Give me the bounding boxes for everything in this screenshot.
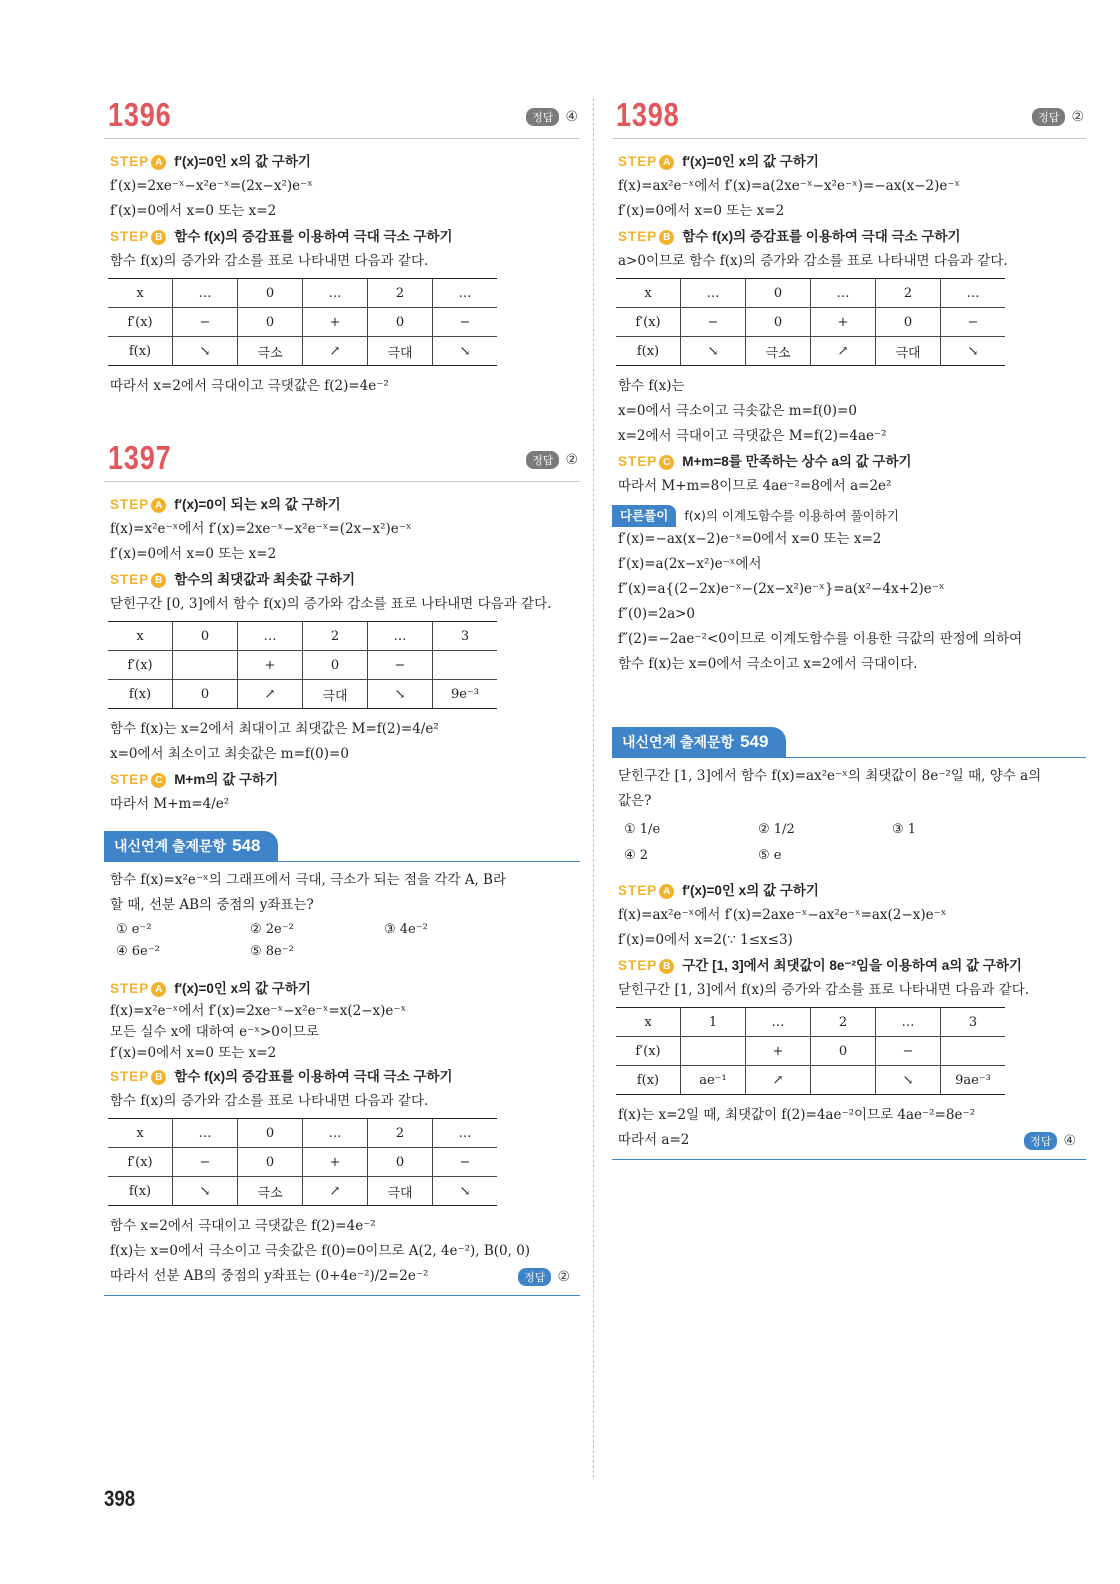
text-line: f(x)=x²e⁻ˣ에서 f′(x)=2xe⁻ˣ−x²e⁻ˣ=x(2−x)e⁻ˣ [110, 1003, 407, 1019]
problem-1398 [612, 92, 1086, 677]
connection-header [104, 831, 580, 862]
table-cell: ↗ [811, 337, 876, 366]
table-cell: f(x) [616, 337, 681, 366]
table-cell: 0 [238, 308, 303, 337]
table-cell: … [746, 1008, 811, 1037]
table-cell: 3 [433, 622, 498, 651]
table-cell: 극대 [876, 337, 941, 366]
table-cell: + [303, 1148, 368, 1177]
table-cell: … [303, 1119, 368, 1148]
text-line: f′(x)=0에서 x=0 또는 x=2 [110, 546, 277, 562]
table-cell: 0 [238, 279, 303, 308]
table-cell: 0 [238, 1148, 303, 1177]
step-tag: STEP [618, 958, 658, 973]
table-cell: + [746, 1037, 811, 1066]
text-line: 함수 f(x)는 x=2에서 최대이고 최댓값은 M=f(2)=4/e² [110, 721, 439, 737]
table-cell: − [433, 308, 498, 337]
table-cell: 극소 [238, 1177, 303, 1206]
step-tag: STEP [110, 572, 150, 587]
step-title: 구간 [1, 3]에서 최댓값이 8e⁻²임을 이용하여 a의 값 구하기 [682, 958, 1022, 973]
table-cell: f′(x) [108, 308, 173, 337]
connection-number: 549 [740, 732, 769, 751]
table-cell: f′(x) [108, 651, 173, 680]
text-line: f′(x)=0에서 x=0 또는 x=2 [110, 203, 277, 219]
table-cell: x [108, 622, 173, 651]
step-title: 함수 f(x)의 증감표를 이용하여 극대 극소 구하기 [174, 1069, 453, 1084]
table-cell: 0 [368, 308, 433, 337]
table-cell: 극대 [303, 680, 368, 709]
choice-4[interactable]: ④ 2 [624, 848, 649, 863]
text-line: 따라서 M+m=8이므로 4ae⁻²=8에서 a=2e² [618, 478, 892, 494]
answer-badge [1032, 108, 1084, 126]
problem-number: 1398 [616, 96, 680, 133]
choice-3[interactable]: ③ 4e⁻² [384, 922, 428, 937]
step-b [612, 953, 1086, 978]
table-cell: 0 [746, 279, 811, 308]
table-cell: ↘ [368, 680, 433, 709]
table-cell: 0 [876, 308, 941, 337]
step-title: f′(x)=0이 되는 x의 값 구하기 [174, 497, 341, 512]
step-c [612, 449, 1086, 474]
table-cell: 3 [941, 1008, 1006, 1037]
table-cell: … [811, 279, 876, 308]
table-cell: ↗ [303, 337, 368, 366]
text-line: 함수 x=2에서 극대이고 극댓값은 f(2)=4e⁻² [110, 1218, 376, 1234]
problem-header [104, 92, 580, 139]
table-cell: f(x) [108, 337, 173, 366]
question-line: 할 때, 선분 AB의 중점의 y좌표는? [110, 897, 314, 913]
connection-problem-548 [104, 831, 580, 1296]
answer-mark: ④ [565, 109, 578, 125]
answer-badge [526, 451, 578, 469]
table-cell: ↘ [941, 337, 1006, 366]
step-tag: STEP [110, 154, 150, 169]
table-cell: − [368, 651, 433, 680]
answer-label: 정답 [526, 451, 559, 469]
question-line: 값은? [618, 793, 652, 809]
answer-label: 정답 [526, 108, 559, 126]
answer-mark: ② [557, 1269, 570, 1285]
alternative-label: 다른풀이 [612, 505, 676, 527]
table-cell: 0 [811, 1037, 876, 1066]
table-cell: x [616, 279, 681, 308]
table-cell: … [368, 622, 433, 651]
choice-2[interactable]: ② 1/2 [758, 822, 795, 837]
table-cell: ↗ [303, 1177, 368, 1206]
step-letter: A [151, 155, 166, 170]
text-line: f(x)=ax²e⁻ˣ에서 f′(x)=2axe⁻ˣ−ax²e⁻ˣ=ax(2−x)e⁻ˣ [618, 907, 947, 923]
choice-2[interactable]: ② 2e⁻² [250, 922, 294, 937]
table-cell: ↘ [876, 1066, 941, 1095]
answer-choices [116, 922, 580, 970]
answer-mark: ④ [1063, 1133, 1076, 1149]
text-line: 모든 실수 x에 대하여 e⁻ˣ>0이므로 [110, 1024, 319, 1040]
question-line: 함수 f(x)=x²e⁻ˣ의 그래프에서 극대, 극소가 되는 점을 각각 A, B라 [110, 872, 507, 888]
text-line: 함수 f(x)의 증가와 감소를 표로 나타내면 다음과 같다. [110, 1093, 429, 1109]
step-b [104, 1064, 580, 1089]
text-line: f′(x)=0에서 x=0 또는 x=2 [618, 203, 785, 219]
page-number: 398 [104, 1486, 136, 1511]
text-line: x=0에서 극소이고 극솟값은 m=f(0)=0 [618, 403, 857, 419]
connection-label-text: 내신연계 출제문항 [114, 838, 227, 854]
table-cell: 0 [173, 680, 238, 709]
text-line: 따라서 M+m=4/e² [110, 796, 230, 812]
step-tag: STEP [618, 883, 658, 898]
step-tag: STEP [110, 981, 150, 996]
text-line: f′(x)=2xe⁻ˣ−x²e⁻ˣ=(2x−x²)e⁻ˣ [110, 178, 313, 194]
table-cell: 0 [746, 308, 811, 337]
table-cell: ↘ [681, 337, 746, 366]
table-cell: … [173, 1119, 238, 1148]
table-cell: 0 [368, 1148, 433, 1177]
text-line: 닫힌구간 [1, 3]에서 f(x)의 증가와 감소를 표로 나타내면 다음과 같다. [618, 982, 1030, 998]
table-cell: + [811, 308, 876, 337]
choice-1[interactable]: ① e⁻² [116, 922, 152, 937]
table-cell [941, 1037, 1006, 1066]
text-line: f″(2)=−2ae⁻²<0이므로 이계도함수를 이용한 극값의 판정에 의하여 [618, 631, 1023, 647]
table-cell: 2 [303, 622, 368, 651]
step-tag: STEP [110, 772, 150, 787]
problem-1396 [104, 92, 580, 399]
section-end-rule [612, 1159, 1086, 1160]
table-cell: ↘ [433, 1177, 498, 1206]
choice-1[interactable]: ① 1/e [624, 822, 661, 837]
table-cell: x [616, 1008, 681, 1037]
right-column [612, 92, 1086, 1160]
left-column [104, 92, 580, 1296]
text-line: 함수 f(x)의 증가와 감소를 표로 나타내면 다음과 같다. [110, 253, 429, 269]
variation-table [616, 278, 1005, 366]
text-line: f′(x)=0에서 x=2(∵ 1≤x≤3) [618, 932, 793, 948]
table-cell: … [238, 622, 303, 651]
step-a [104, 149, 580, 174]
text-line: f(x)=x²e⁻ˣ에서 f′(x)=2xe⁻ˣ−x²e⁻ˣ=(2x−x²)e⁻ˣ [110, 521, 412, 537]
step-letter: B [659, 959, 674, 974]
table-cell: f(x) [108, 680, 173, 709]
connection-label-text: 내신연계 출제문항 [622, 734, 735, 750]
table-cell [173, 651, 238, 680]
table-cell: … [941, 279, 1006, 308]
answer-badge [1024, 1132, 1076, 1150]
table-cell: ↗ [746, 1066, 811, 1095]
connection-label [612, 727, 786, 757]
table-cell: … [433, 279, 498, 308]
text-line: f(x)는 x=2일 때, 최댓값이 f(2)=4ae⁻²이므로 4ae⁻²=8e⁻² [618, 1107, 976, 1123]
text-line: 따라서 a=2 [618, 1132, 690, 1148]
table-cell: 0 [238, 1119, 303, 1148]
answer-label: 정답 [518, 1268, 551, 1286]
step-tag: STEP [110, 229, 150, 244]
answer-label: 정답 [1032, 108, 1065, 126]
table-cell: 극소 [746, 337, 811, 366]
table-cell: − [433, 1148, 498, 1177]
step-c [104, 767, 580, 792]
answer-label: 정답 [1024, 1132, 1057, 1150]
table-cell: f(x) [616, 1066, 681, 1095]
step-a [104, 492, 580, 517]
text-line: x=2에서 극대이고 극댓값은 M=f(2)=4ae⁻² [618, 428, 887, 444]
alternative-solution-header [612, 505, 1086, 527]
table-cell: + [303, 308, 368, 337]
table-cell: 2 [811, 1008, 876, 1037]
connection-number: 548 [232, 836, 261, 855]
step-letter: B [659, 230, 674, 245]
table-cell: − [941, 308, 1006, 337]
answer-mark: ② [1071, 109, 1084, 125]
problem-1397 [104, 435, 580, 817]
table-cell: x [108, 279, 173, 308]
problem-number: 1397 [108, 439, 172, 476]
step-b [104, 224, 580, 249]
table-cell [433, 651, 498, 680]
table-cell [681, 1037, 746, 1066]
choice-5[interactable]: ⑤ 8e⁻² [250, 944, 294, 959]
step-tag: STEP [618, 154, 658, 169]
text-line: 함수 f(x)는 [618, 378, 685, 394]
table-cell: 극대 [368, 1177, 433, 1206]
text-line: 함수 f(x)는 x=0에서 극소이고 x=2에서 극대이다. [618, 656, 918, 672]
step-letter: A [151, 982, 166, 997]
answer-badge [526, 108, 578, 126]
table-cell: − [173, 1148, 238, 1177]
text-line: 따라서 선분 AB의 중점의 y좌표는 (0+4e⁻²)/2=2e⁻² [110, 1268, 429, 1284]
step-title: f′(x)=0인 x의 값 구하기 [682, 883, 819, 898]
table-cell: 2 [876, 279, 941, 308]
step-letter: A [659, 884, 674, 899]
step-a [612, 149, 1086, 174]
variation-table [108, 1118, 497, 1206]
question-line: 닫힌구간 [1, 3]에서 함수 f(x)=ax²e⁻ˣ의 최댓값이 8e⁻²일 때, 양수 a의 [618, 768, 1042, 784]
table-cell: … [681, 279, 746, 308]
step-b [612, 224, 1086, 249]
table-cell: − [681, 308, 746, 337]
variation-table [616, 1007, 1005, 1095]
table-cell: − [876, 1037, 941, 1066]
step-tag: STEP [618, 229, 658, 244]
table-cell: − [173, 308, 238, 337]
table-cell: ↘ [173, 337, 238, 366]
table-cell: … [876, 1008, 941, 1037]
variation-table [108, 621, 497, 709]
step-title: f′(x)=0인 x의 값 구하기 [174, 154, 311, 169]
problem-number: 1396 [108, 96, 172, 133]
variation-table [108, 278, 497, 366]
choice-3[interactable]: ③ 1 [892, 822, 917, 837]
table-cell: 9ae⁻³ [941, 1066, 1006, 1095]
text-line: f′(x)=0에서 x=0 또는 x=2 [110, 1045, 277, 1061]
choice-5[interactable]: ⑤ e [758, 848, 782, 863]
alternative-title: f(x)의 이계도함수를 이용하여 풀이하기 [684, 508, 899, 523]
table-cell: f′(x) [616, 308, 681, 337]
answer-choices [624, 818, 1086, 872]
step-letter: B [151, 1070, 166, 1085]
table-cell: … [433, 1119, 498, 1148]
step-title: 함수 f(x)의 증감표를 이용하여 극대 극소 구하기 [682, 229, 961, 244]
table-cell: … [303, 279, 368, 308]
text-line: 닫힌구간 [0, 3]에서 함수 f(x)의 증가와 감소를 표로 나타내면 다음과 같다. [110, 596, 552, 612]
table-cell: x [108, 1119, 173, 1148]
text-line: f″(0)=2a>0 [618, 606, 696, 622]
table-cell: f′(x) [616, 1037, 681, 1066]
step-letter: C [151, 773, 166, 788]
section-end-rule [104, 1295, 580, 1296]
step-letter: A [151, 498, 166, 513]
table-cell: 0 [173, 622, 238, 651]
step-letter: A [659, 155, 674, 170]
table-cell: 9e⁻³ [433, 680, 498, 709]
table-cell: 0 [303, 651, 368, 680]
step-title: M+m의 값 구하기 [174, 772, 279, 787]
table-cell: … [173, 279, 238, 308]
step-title: M+m=8를 만족하는 상수 a의 값 구하기 [682, 454, 912, 469]
step-letter: C [659, 455, 674, 470]
table-cell: ↘ [173, 1177, 238, 1206]
table-cell: 극대 [368, 337, 433, 366]
step-title: f′(x)=0인 x의 값 구하기 [682, 154, 819, 169]
step-tag: STEP [618, 454, 658, 469]
table-cell: 1 [681, 1008, 746, 1037]
text-line: f′(x)=a(2x−x²)e⁻ˣ에서 [618, 556, 762, 572]
step-title: f′(x)=0인 x의 값 구하기 [174, 981, 311, 996]
step-a [612, 878, 1086, 903]
answer-badge [518, 1268, 570, 1286]
answer-mark: ② [565, 452, 578, 468]
step-b [104, 567, 580, 592]
text-line: f′(x)=−ax(x−2)e⁻ˣ=0에서 x=0 또는 x=2 [618, 531, 882, 547]
column-divider [593, 98, 594, 1478]
text-line: f(x)는 x=0에서 극소이고 극솟값은 f(0)=0이므로 A(2, 4e⁻²), B(0, 0) [110, 1243, 531, 1259]
step-letter: B [151, 573, 166, 588]
text-line: x=0에서 최소이고 최솟값은 m=f(0)=0 [110, 746, 349, 762]
problem-header [104, 435, 580, 482]
step-title: 함수 f(x)의 증감표를 이용하여 극대 극소 구하기 [174, 229, 453, 244]
text-line: f(x)=ax²e⁻ˣ에서 f′(x)=a(2xe⁻ˣ−x²e⁻ˣ)=−ax(x−2)e⁻ˣ [618, 178, 961, 194]
table-cell: ae⁻¹ [681, 1066, 746, 1095]
conclusion-line: 따라서 x=2에서 극대이고 극댓값은 f(2)=4e⁻² [110, 378, 389, 394]
connection-problem-549 [612, 727, 1086, 1160]
table-cell [811, 1066, 876, 1095]
choice-4[interactable]: ④ 6e⁻² [116, 944, 160, 959]
text-line: f″(x)=a{(2−2x)e⁻ˣ−(2x−x²)e⁻ˣ}=a(x²−4x+2)e⁻ˣ [618, 581, 945, 597]
table-cell: 2 [368, 1119, 433, 1148]
step-title: 함수의 최댓값과 최솟값 구하기 [174, 572, 356, 587]
table-cell: f′(x) [108, 1148, 173, 1177]
table-cell: + [238, 651, 303, 680]
problem-header [612, 92, 1086, 139]
table-cell: 극소 [238, 337, 303, 366]
table-cell: 2 [368, 279, 433, 308]
step-a [104, 976, 580, 1001]
step-tag: STEP [110, 1069, 150, 1084]
table-cell: ↗ [238, 680, 303, 709]
step-tag: STEP [110, 497, 150, 512]
text-line: a>0이므로 함수 f(x)의 증가와 감소를 표로 나타내면 다음과 같다. [618, 253, 1008, 269]
connection-header [612, 727, 1086, 758]
table-cell: f(x) [108, 1177, 173, 1206]
connection-label [104, 831, 278, 861]
step-letter: B [151, 230, 166, 245]
table-cell: ↘ [433, 337, 498, 366]
